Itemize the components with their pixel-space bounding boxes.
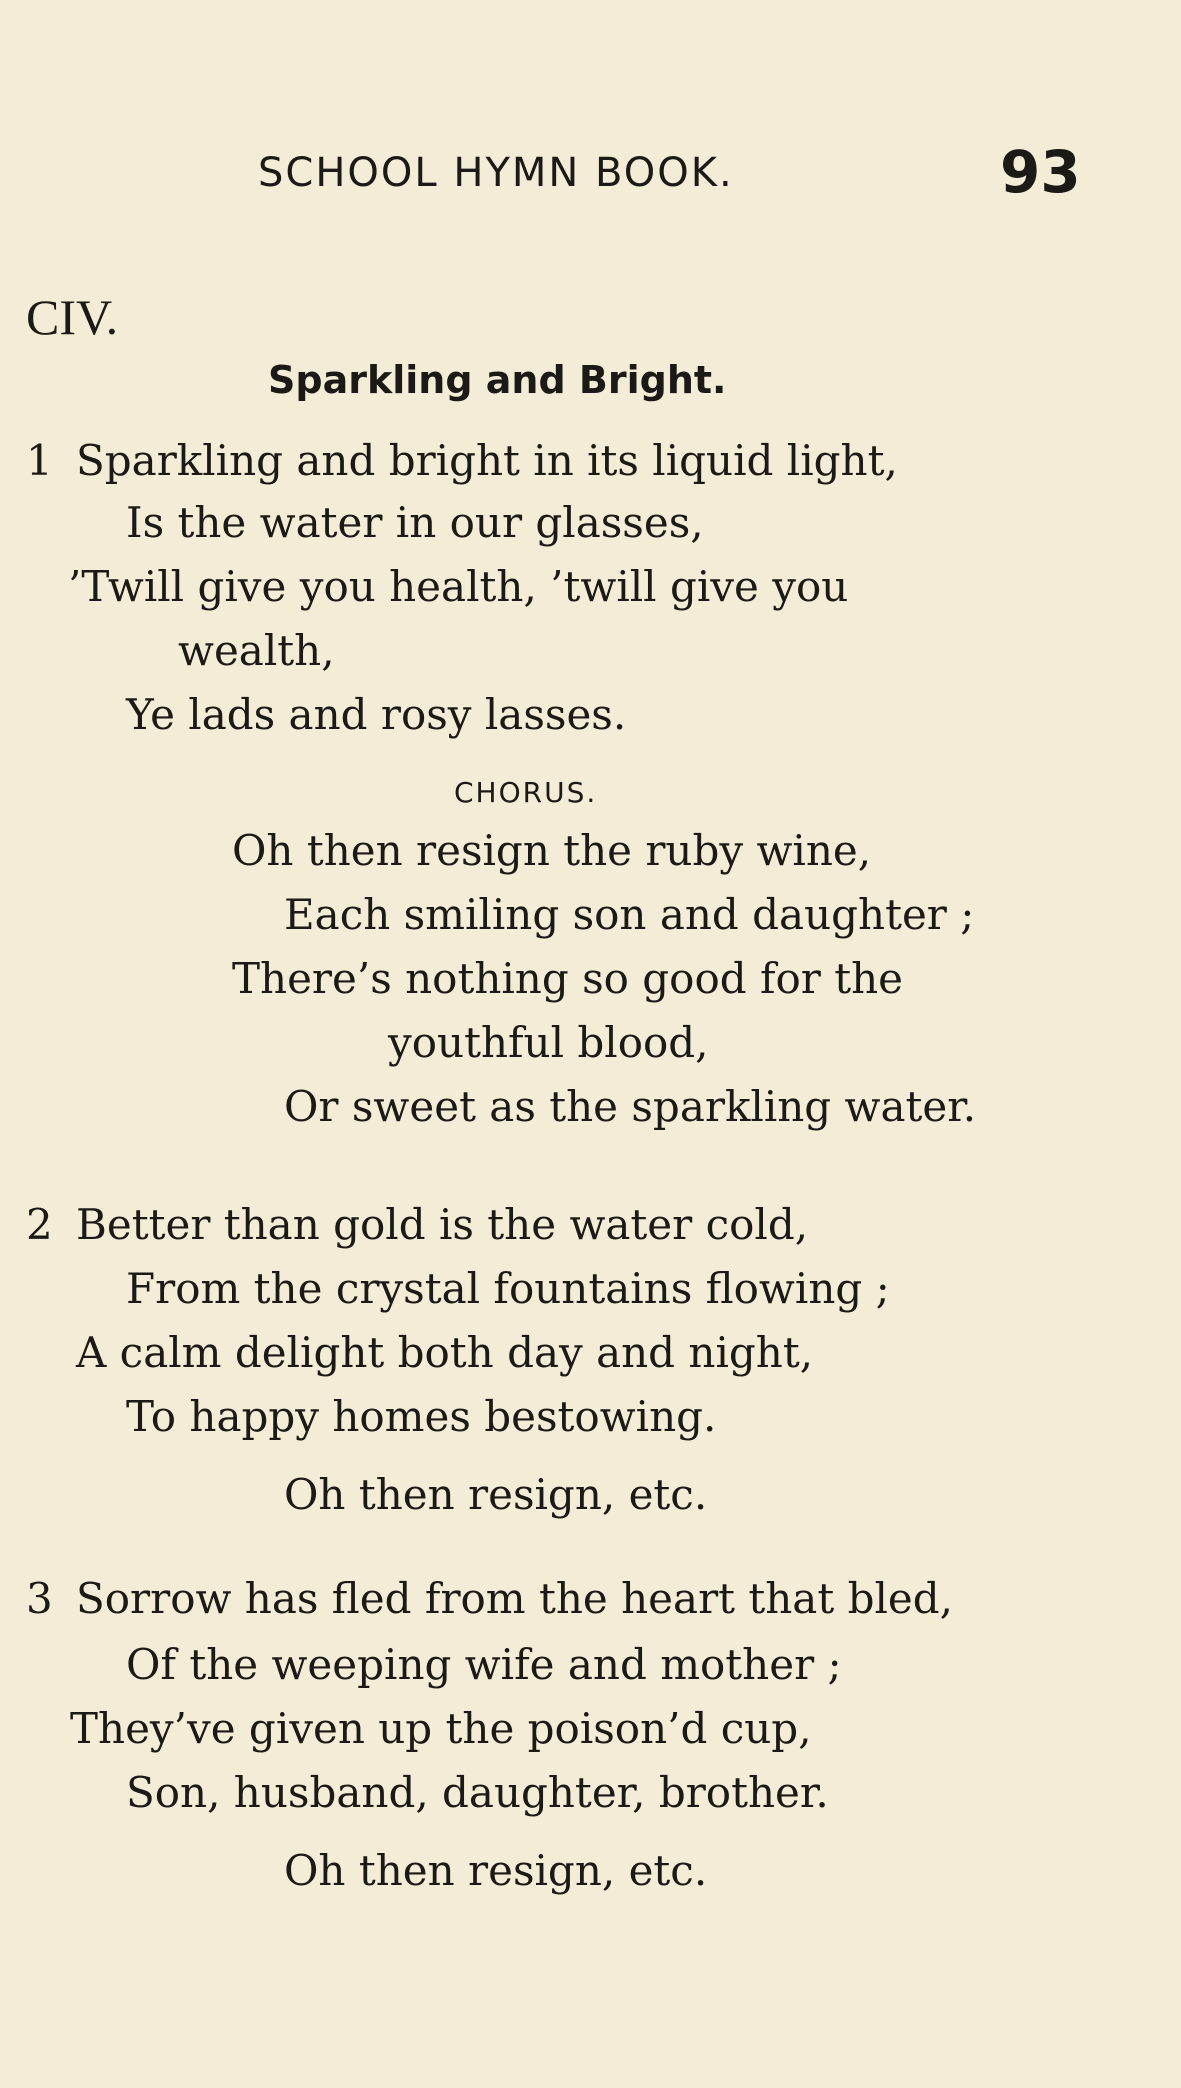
- hymn-number: CIV.: [26, 289, 119, 345]
- verse-2-line-1: Better than gold is the water cold,: [76, 1200, 809, 1249]
- verse-1-line-3: ’Twill give you health, ’twill give you: [68, 562, 849, 611]
- chorus-line-5: Or sweet as the sparkling water.: [284, 1082, 977, 1131]
- verse-1-number: 1: [26, 436, 53, 485]
- chorus-line-3: There’s nothing so good for the: [232, 954, 904, 1003]
- verse-1-line-1: Sparkling and bright in its liquid light,: [76, 436, 898, 485]
- verse-2-line-4: To happy homes bestowing.: [126, 1392, 717, 1441]
- chorus-label: CHORUS.: [454, 776, 598, 809]
- verse-3-line-3: They’ve given up the poison’d cup,: [70, 1704, 812, 1753]
- verse-1-line-5: Ye lads and rosy lasses.: [126, 690, 627, 739]
- verse-2-number: 2: [26, 1200, 53, 1249]
- verse-1-line-2: Is the water in our glasses,: [126, 498, 704, 547]
- verse-3-number: 3: [26, 1574, 53, 1623]
- verse-3-refrain: Oh then resign, etc.: [284, 1846, 708, 1895]
- chorus-line-1: Oh then resign the ruby wine,: [232, 826, 872, 875]
- verse-3-line-1: Sorrow has fled from the heart that bled,: [76, 1574, 953, 1623]
- running-title: SCHOOL HYMN BOOK.: [258, 150, 734, 196]
- verse-3-line-2: Of the weeping wife and mother ;: [126, 1640, 842, 1689]
- chorus-line-4: youthful blood,: [388, 1018, 709, 1067]
- verse-2-refrain: Oh then resign, etc.: [284, 1470, 708, 1519]
- chorus-line-2: Each smiling son and daughter ;: [284, 890, 975, 939]
- page-number: 93: [1000, 138, 1081, 206]
- verse-2-line-3: A calm delight both day and night,: [76, 1328, 814, 1377]
- hymn-title: Sparkling and Bright.: [268, 358, 727, 402]
- verse-2-line-2: From the crystal fountains flowing ;: [126, 1264, 890, 1313]
- verse-1-line-4: wealth,: [178, 626, 335, 675]
- verse-3-line-4: Son, husband, daughter, brother.: [126, 1768, 829, 1817]
